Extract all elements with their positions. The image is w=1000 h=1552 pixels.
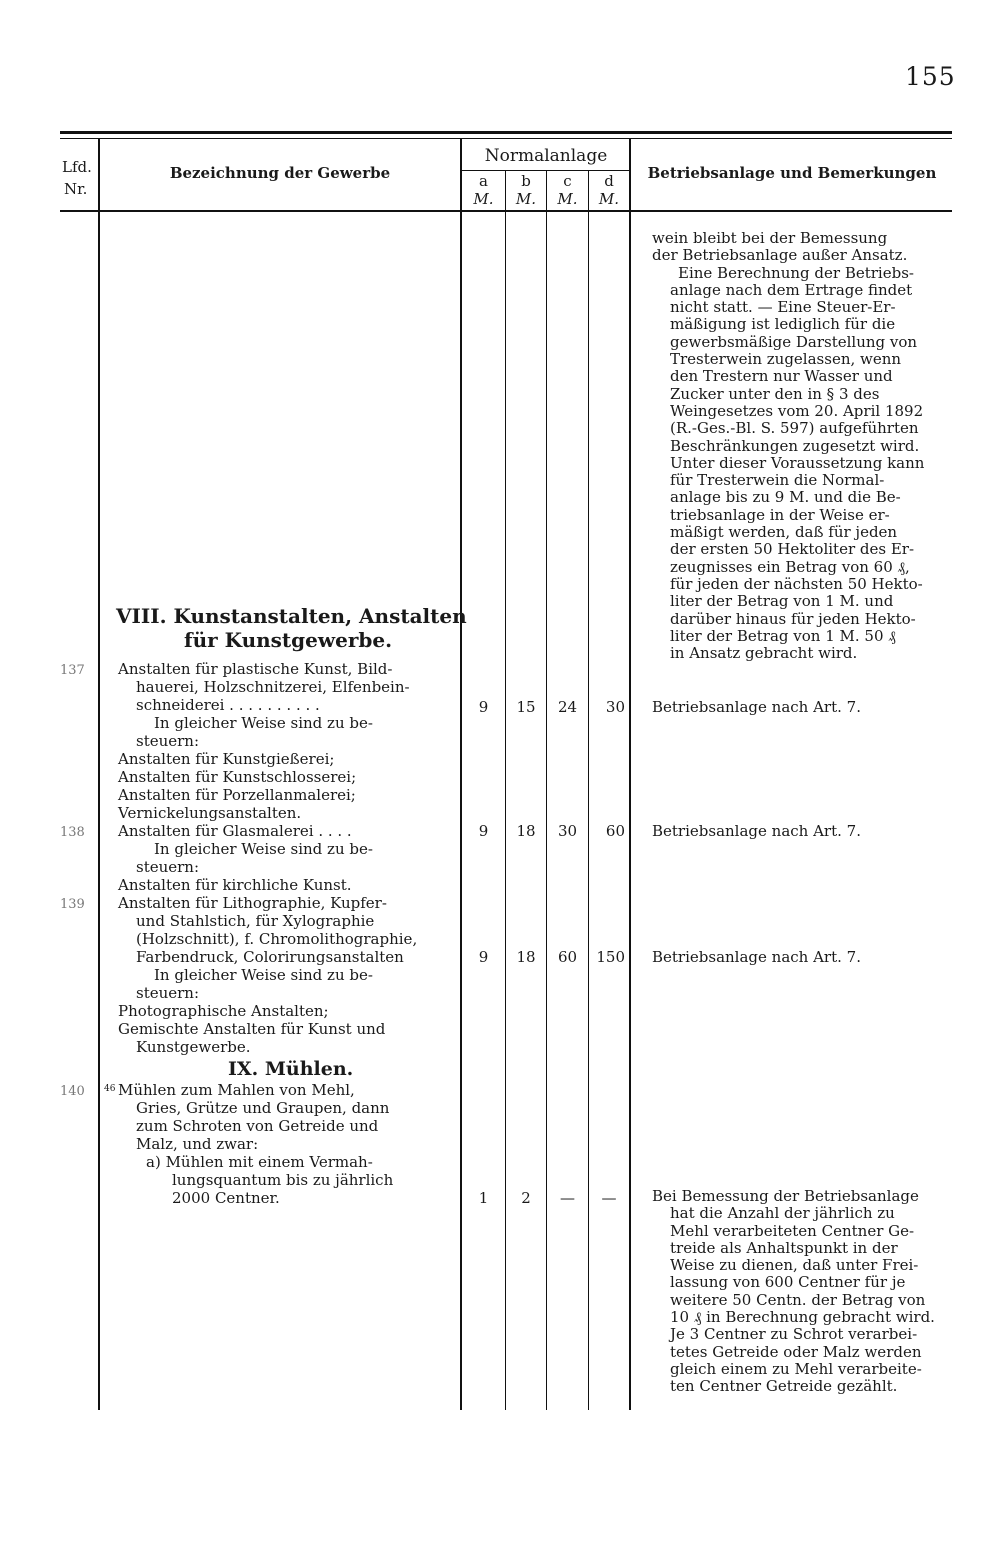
entry-140-line: 2000 Centner. [172,1189,280,1207]
entry-140-b: 2 [521,1189,531,1207]
entry-139-line: Photographische Anstalten; [118,1002,329,1020]
remark-line: liter der Betrag von 1 M. und [670,592,894,611]
entry-137-line: Anstalten für Kunstschlosserei; [118,768,357,786]
col-divider-cd [588,171,589,1410]
remark-line: nicht statt. — Eine Steuer-Er- [670,298,896,317]
entry-137-remark: Betriebsanlage nach Art. 7. [652,698,861,716]
remark-line: Je 3 Centner zu Schrot verarbei- [670,1325,918,1344]
entry-138-line: Anstalten für kirchliche Kunst. [118,876,352,894]
section-viii-heading-2: für Kunstgewerbe. [184,628,393,652]
remark-continuation [652,230,952,662]
entry-137-line: In gleicher Weise sind zu be- [154,714,373,732]
header-remarks: Betriebsanlage und Bemerkungen [647,164,937,182]
entry-139-nr: 139 [60,897,85,912]
remark-line: in Ansatz gebracht wird. [670,644,858,663]
entry-139-line: Anstalten für Lithographie, Kupfer- [118,894,387,912]
col-divider-a-left [460,138,462,1410]
entry-137-line: hauerei, Holzschnitzerei, Elfenbein- [136,678,410,696]
entry-137-b: 15 [516,698,536,716]
entry-138-line: In gleicher Weise sind zu be- [154,840,373,858]
remark-line: treide als Anhaltspunkt in der [670,1238,898,1257]
remark-line: Weise zu dienen, daß unter Frei- [670,1256,919,1275]
entry-140-nr: 140 [60,1084,85,1099]
entry-140-remark [652,1188,952,1396]
col-divider-ab [505,171,506,1410]
section-ix-heading: IX. Mühlen. [228,1058,354,1080]
remark-line: Beschränkungen zugesetzt wird. [670,436,920,455]
top-rule-thin [60,138,952,139]
entry-139-c: 60 [557,948,578,966]
header-col-a: a [479,172,488,190]
entry-140-marker: 46 [104,1084,116,1094]
entry-137-d: 30 [605,698,625,716]
section-viii-heading: VIII. Kunstanstalten, Anstalten [116,604,467,628]
entry-139-line: Gemischte Anstalten für Kunst und [118,1020,386,1038]
remark-line: tetes Getreide oder Malz werden [670,1342,922,1361]
remark-line: Mehl verarbeiteten Centner Ge- [670,1221,915,1240]
entry-137-line: Anstalten für plastische Kunst, Bild- [118,660,393,678]
top-rule-thick [60,131,952,134]
entry-138-line: Anstalten für Glasmalerei . . . . [118,822,352,840]
remark-line: ten Centner Getreide gezählt. [670,1377,898,1396]
header-col-d: d [604,172,614,190]
entry-137-line: steuern: [136,732,200,750]
remark-line: triebsanlage in der Weise er- [670,505,890,524]
remark-line: anlage nach dem Ertrage findet [670,280,913,299]
header-unit-b: M. [515,190,537,208]
entry-137-nr: 137 [60,663,85,678]
entry-140-line: a) Mühlen mit einem Vermah- [146,1153,373,1171]
col-divider-bc [546,171,547,1410]
entry-140-line: Malz, und zwar: [136,1135,259,1153]
header-col-b: b [521,172,531,190]
remark-line: anlage bis zu 9 M. und die Be- [670,488,901,507]
remark-line: darüber hinaus für jeden Hekto- [670,609,916,628]
remark-line: gleich einem zu Mehl verarbeite- [670,1359,922,1378]
entry-138-nr: 138 [60,825,85,840]
entry-137-line: Vernickelungsanstalten. [118,804,302,822]
entry-140-line: lungsquantum bis zu jährlich [172,1171,394,1189]
remark-line: Unter dieser Voraussetzung kann [670,453,925,472]
remark-line: Bei Bemessung der Betriebsanlage [652,1187,919,1205]
entry-139-line: Farbendruck, Colorirungsanstalten [136,948,404,966]
remark-line: gewerbsmäßige Darstellung von [670,332,918,351]
remark-line: weitere 50 Centn. der Betrag von [670,1290,926,1309]
entry-139-a: 9 [478,948,489,966]
remark-line: lassung von 600 Centner für je [670,1273,906,1292]
header-normalanlage: Normalanlage [484,146,608,166]
remark-line: Tresterwein zugelassen, wenn [670,350,902,369]
entry-140-line: zum Schroten von Getreide und [136,1117,379,1135]
header-lfd: Lfd. [62,158,92,176]
remark-line: Weingesetzes vom 20. April 1892 [670,401,924,420]
remark-line: mäßigung ist lediglich für die [670,315,896,334]
entry-140-d: — [601,1189,617,1207]
header-nr: Nr. [64,180,88,198]
entry-138-line: steuern: [136,858,200,876]
entry-139-remark: Betriebsanlage nach Art. 7. [652,948,861,966]
entry-137-c: 24 [557,698,578,716]
entry-138-b: 18 [516,822,536,840]
entry-139-d: 150 [596,948,625,966]
entry-139-line: Kunstgewerbe. [136,1038,251,1056]
remark-line: Eine Berechnung der Betriebs- [678,263,914,282]
entry-137-line: Anstalten für Porzellanmalerei; [118,786,356,804]
remark-line: (R.-Ges.-Bl. S. 597) aufgeführten [670,419,919,438]
entry-138-c: 30 [557,822,578,840]
entry-140-line: Gries, Grütze und Graupen, dann [136,1099,390,1117]
entry-140-a: 1 [478,1189,489,1207]
col-divider-nr [98,138,100,1410]
entry-138-d: 60 [605,822,625,840]
header-bottom-rule [60,210,952,212]
entry-140-c: — [560,1189,575,1207]
col-divider-d-right [629,138,631,1410]
remark-line: den Trestern nur Wasser und [670,367,893,386]
remark-line: mäßigt werden, daß für jeden [670,523,898,542]
remark-line: liter der Betrag von 1 M. 50 ₰ [670,626,896,645]
remark-line: für jeden der nächsten 50 Hekto- [670,574,923,593]
header-unit-c: M. [557,190,578,208]
remark-line: der ersten 50 Hektoliter des Er- [670,540,915,559]
page-number: 155 [905,62,956,91]
header-bezeichnung: Bezeichnung der Gewerbe [169,164,391,182]
header-col-c: c [563,172,572,190]
remark-line: wein bleibt bei der Bemessung [652,229,888,247]
header-unit-d: M. [598,190,620,208]
remark-line: für Tresterwein die Normal- [670,471,885,490]
entry-139-line: (Holzschnitt), f. Chromolithographie, [136,930,418,948]
entry-137-line: schneiderei . . . . . . . . . . [136,696,320,714]
entry-140-line: Mühlen zum Mahlen von Mehl, [118,1081,355,1099]
remark-line: 10 ₰ in Berechnung gebracht wird. [670,1308,935,1327]
entry-137-line: Anstalten für Kunstgießerei; [118,750,335,768]
entry-139-line: In gleicher Weise sind zu be- [154,966,373,984]
entry-139-line: und Stahlstich, für Xylographie [136,912,375,930]
remark-line: der Betriebsanlage außer Ansatz. [652,246,908,265]
remark-line: hat die Anzahl der jährlich zu [670,1204,895,1223]
entry-138-remark: Betriebsanlage nach Art. 7. [652,822,861,840]
remark-line: zeugnisses ein Betrag von 60 ₰, [670,557,910,576]
entry-137-a: 9 [478,698,489,716]
header-unit-a: M. [473,190,494,208]
remark-line: Zucker unter den in § 3 des [670,384,880,403]
entry-138-a: 9 [478,822,489,840]
entry-139-line: steuern: [136,984,200,1002]
entry-139-b: 18 [516,948,536,966]
